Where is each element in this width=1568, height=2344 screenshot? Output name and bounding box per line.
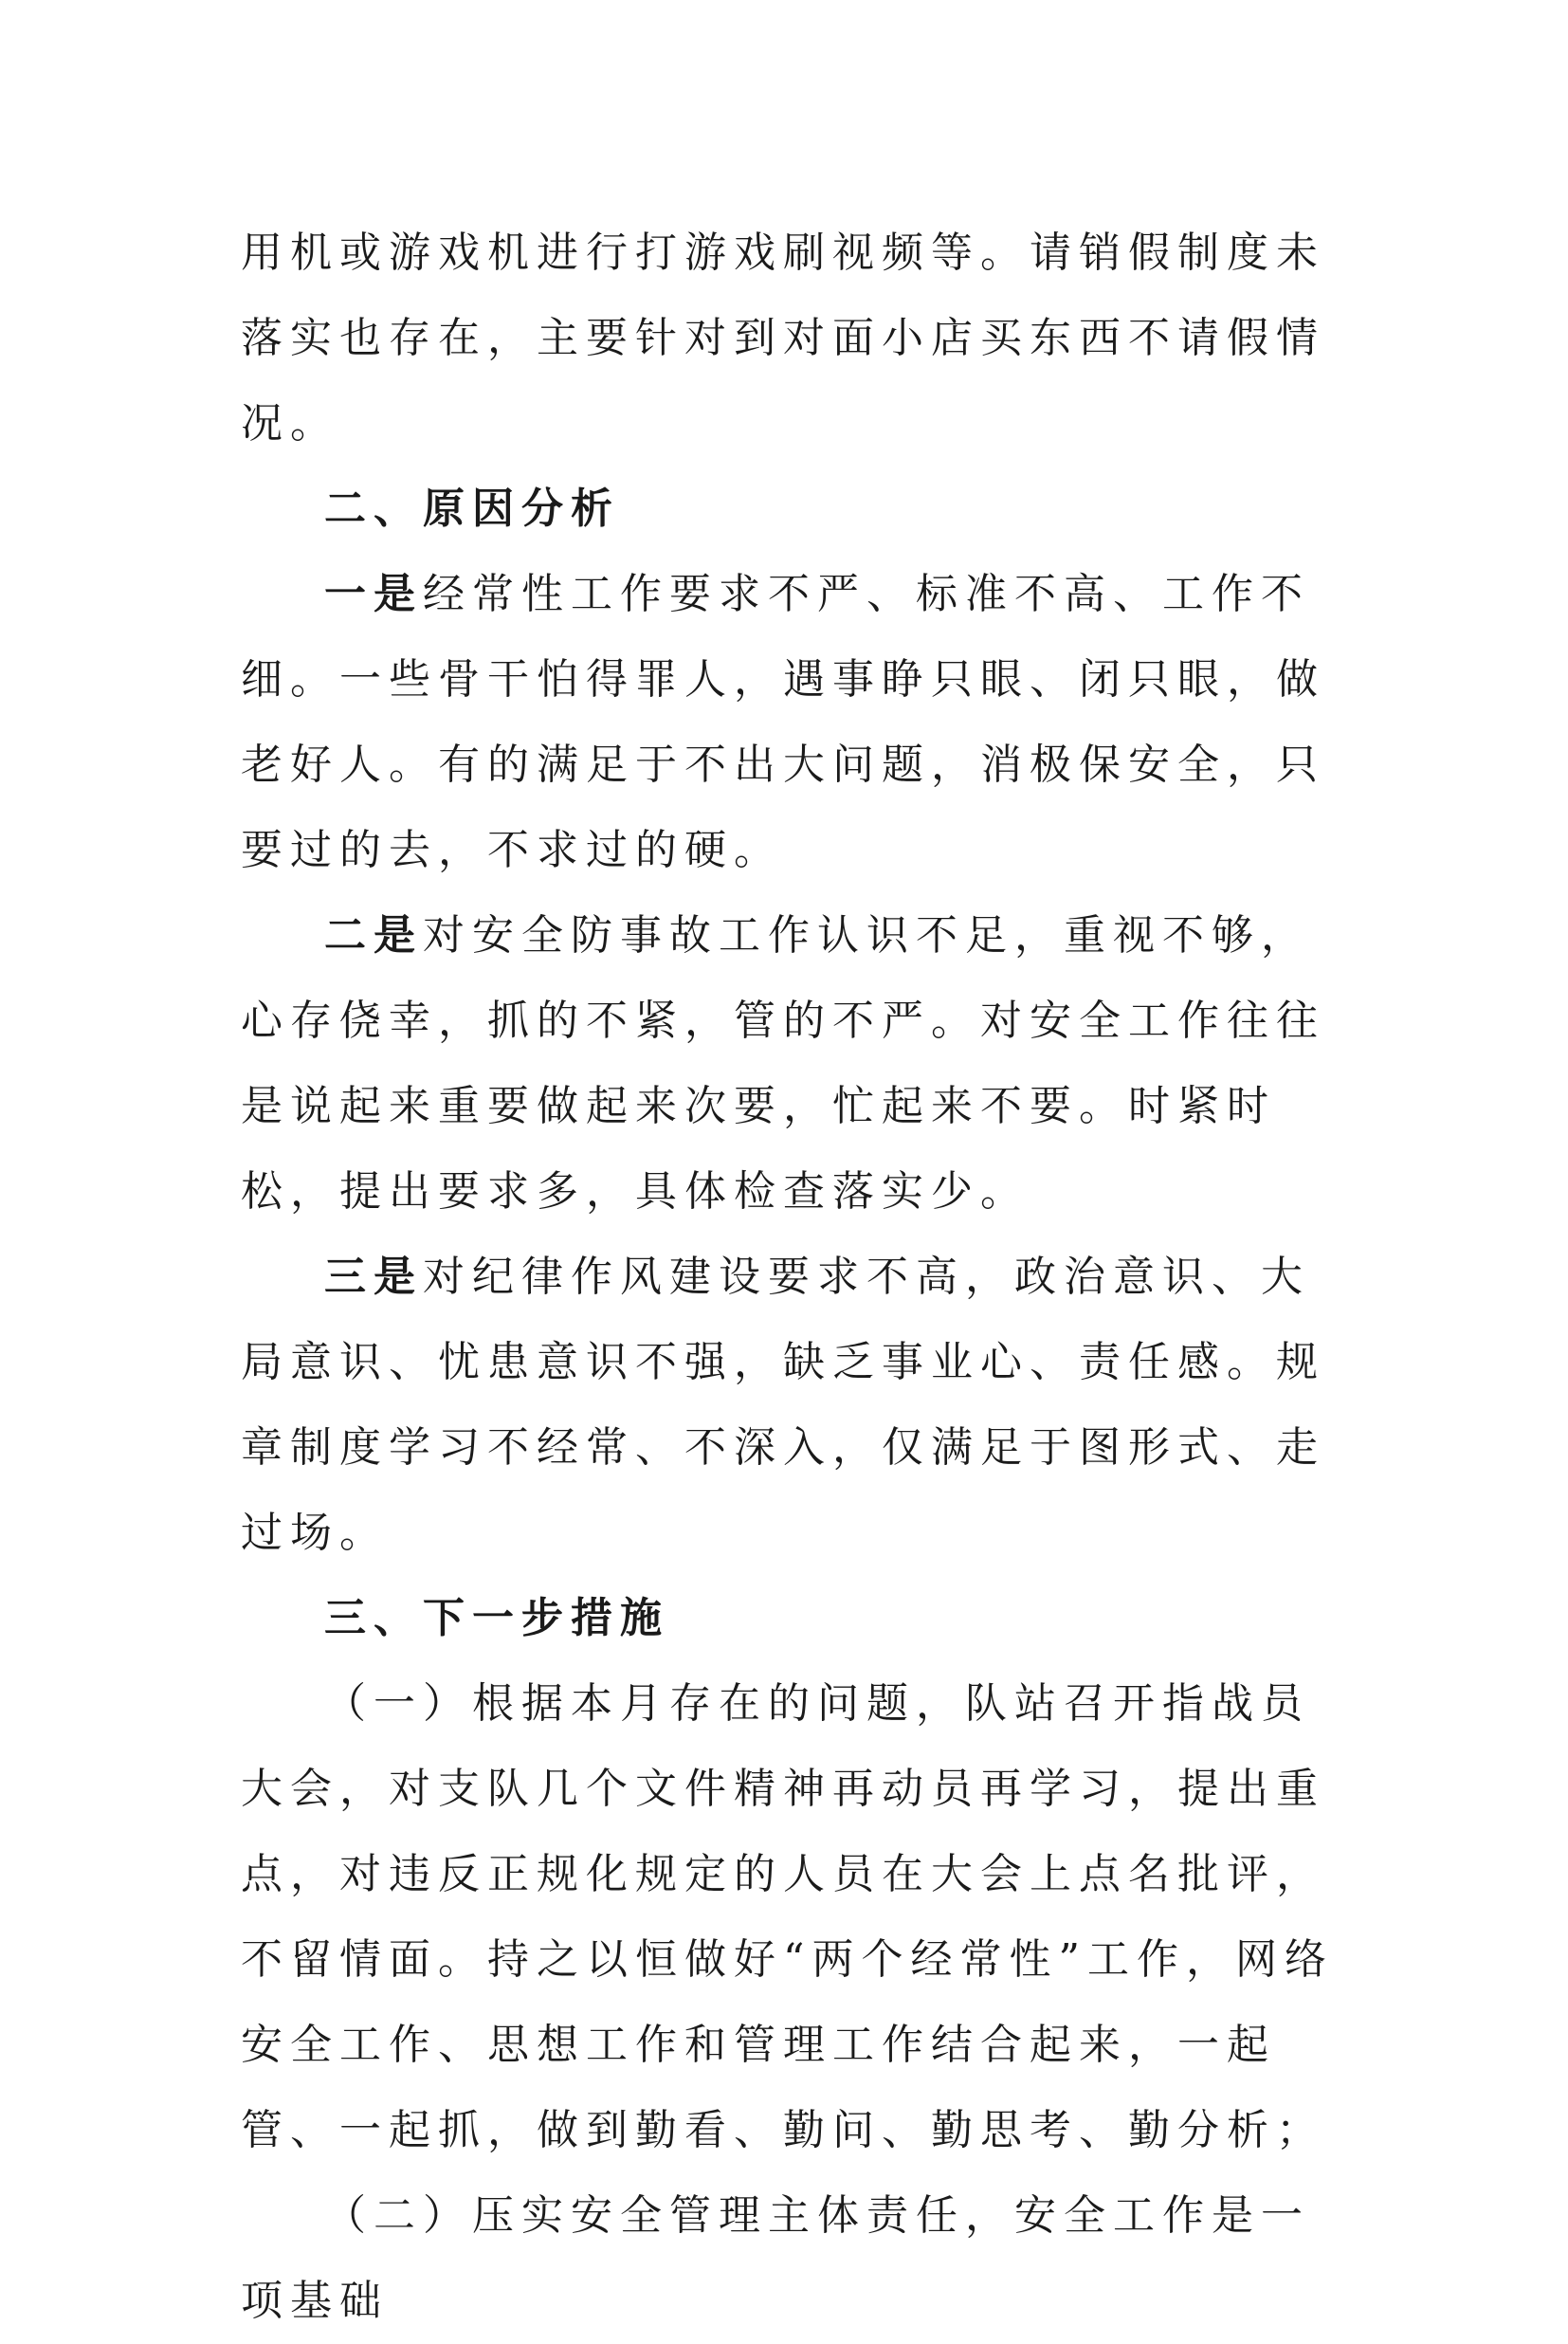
paragraph-continuation: 用机或游戏机进行打游戏刷视频等。请销假制度未落实也存在，主要针对到对面小店买东西不请假情况。 — [241, 229, 1325, 448]
paragraph-cause-one — [241, 552, 1340, 893]
document-body — [241, 211, 1340, 2344]
paragraph-cause-one-text: 经常性工作要求不严、标准不高、工作不细。一些骨干怕得罪人，遇事睁只眼、闭只眼，做老好人。有的满足于不出大问题，消极保安全，只要过的去，不求过的硬。 — [241, 570, 1325, 874]
section-heading-next-steps: 三、下一步措施 — [324, 1594, 669, 1642]
paragraph-cause-two-text: 对安全防事故工作认识不足，重视不够，心存侥幸，抓的不紧，管的不严。对安全工作往往是说起来重要做起来次要，忙起来不要。时紧时松，提出要求多，具体检查落实少。 — [241, 911, 1325, 1216]
paragraph-cause-three-text: 对纪律作风建设要求不高，政治意识、大局意识、忧患意识不强，缺乏事业心、责任感。规章制度学习不经常、不深入，仅满足于图形式、走过场。 — [241, 1253, 1325, 1557]
paragraph-cause-three — [241, 1235, 1340, 1576]
paragraph-measure-two: （二）压实安全管理主体责任，安全工作是一项基础 — [241, 2191, 1310, 2325]
lead-label-two: 二是 — [324, 911, 423, 960]
lead-label-one: 一是 — [324, 570, 423, 618]
lead-label-three: 三是 — [324, 1253, 423, 1301]
section-heading-cause-analysis: 二、原因分析 — [324, 485, 620, 533]
paragraph-measure-one: （一）根据本月存在的问题，队站召开指战员大会，对支队几个文件精神再动员再学习，提出重点，对违反正规化规定的人员在大会上点名批评，不留情面。持之以恒做好“两个经常性”工作，网络安全工作、思想工作和管理工作结合起来，一起管、一起抓，做到勤看、勤问、勤思考、勤分析； — [241, 1679, 1334, 2154]
paragraph-cause-two — [241, 893, 1340, 1235]
